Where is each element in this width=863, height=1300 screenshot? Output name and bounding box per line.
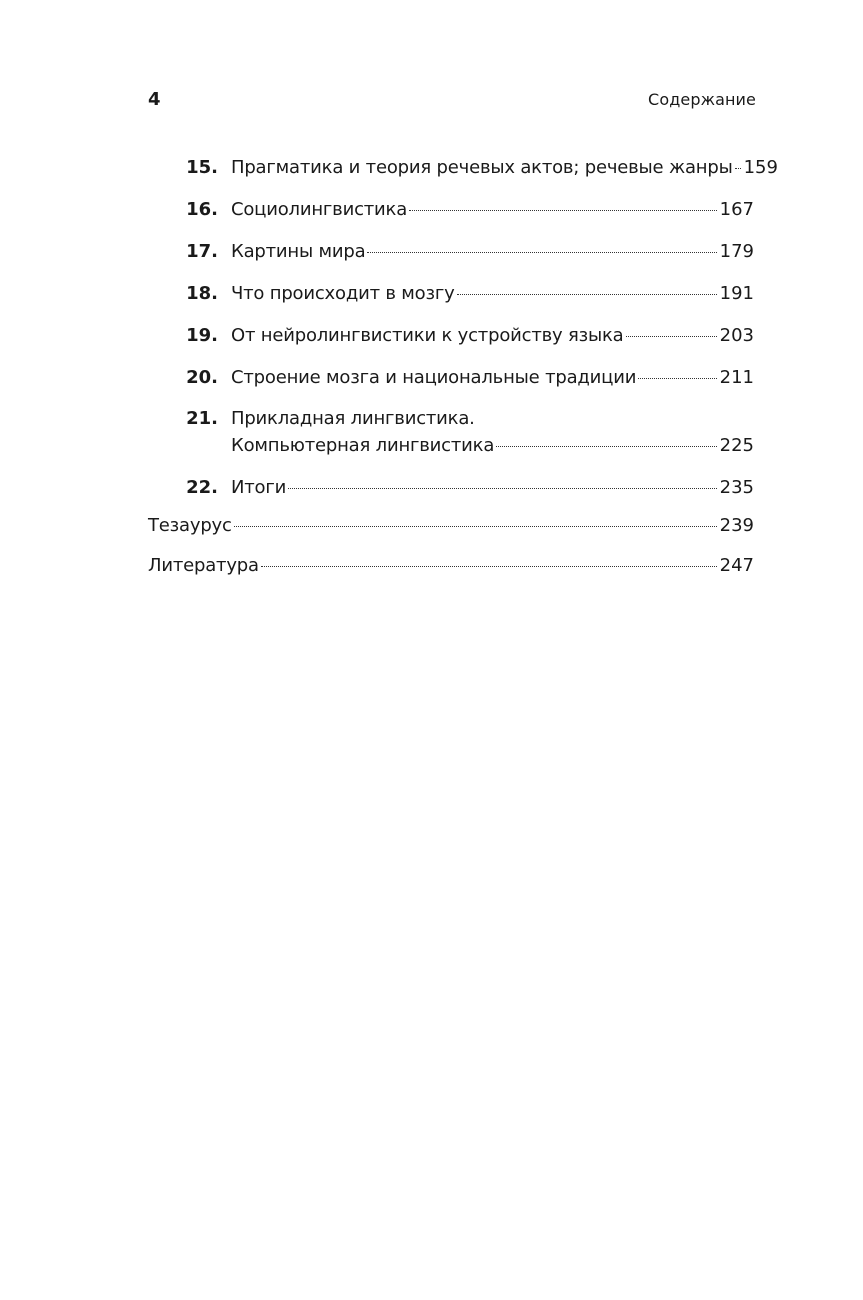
chapter-number: 22.: [186, 477, 218, 498]
dot-leader: [409, 209, 717, 211]
dot-leader: [735, 167, 741, 169]
chapter-title: От нейролингвистики к устройству языка: [231, 325, 624, 346]
page-ref: 225: [719, 435, 754, 456]
running-title: Содержание: [648, 90, 756, 109]
dot-leader: [638, 377, 716, 379]
dot-leader: [234, 525, 717, 527]
chapter-title-line: Прикладная лингвистика.: [231, 408, 475, 429]
chapter-title: Строение мозга и национальные традиции: [231, 367, 637, 388]
chapter-title: Прагматика и теория речевых актов; речевые жанры: [231, 157, 733, 178]
dot-leader: [261, 565, 717, 567]
section-title: Тезаурус: [148, 515, 232, 536]
dot-leader: [496, 445, 716, 447]
page-ref: 211: [719, 367, 754, 388]
dot-leader: [288, 487, 717, 489]
chapter-number: 16.: [186, 199, 218, 220]
chapter-title: Компьютерная лингвистика: [231, 435, 495, 456]
chapter-title: Итоги: [231, 477, 287, 498]
dot-leader: [367, 251, 716, 253]
dot-leader: [457, 293, 717, 295]
page-ref: 179: [719, 241, 754, 262]
chapter-number: 21.: [186, 408, 218, 429]
chapter-title: Картины мира: [231, 241, 366, 262]
dot-leader: [626, 335, 717, 337]
section-title: Литература: [148, 555, 259, 576]
page-number: 4: [148, 89, 161, 110]
page-ref: 247: [719, 555, 754, 576]
chapter-number: 15.: [186, 157, 218, 178]
chapter-title: Социолингвистика: [231, 199, 408, 220]
chapter-title: Что происходит в мозгу: [231, 283, 455, 304]
chapter-number: 20.: [186, 367, 218, 388]
page-ref: 239: [719, 515, 754, 536]
chapter-number: 18.: [186, 283, 218, 304]
page-ref: 235: [719, 477, 754, 498]
chapter-number: 19.: [186, 325, 218, 346]
running-head: [148, 89, 756, 113]
chapter-number: 17.: [186, 241, 218, 262]
page-ref: 203: [719, 325, 754, 346]
page-ref: 159: [743, 157, 778, 178]
page-ref: 191: [719, 283, 754, 304]
page-ref: 167: [719, 199, 754, 220]
